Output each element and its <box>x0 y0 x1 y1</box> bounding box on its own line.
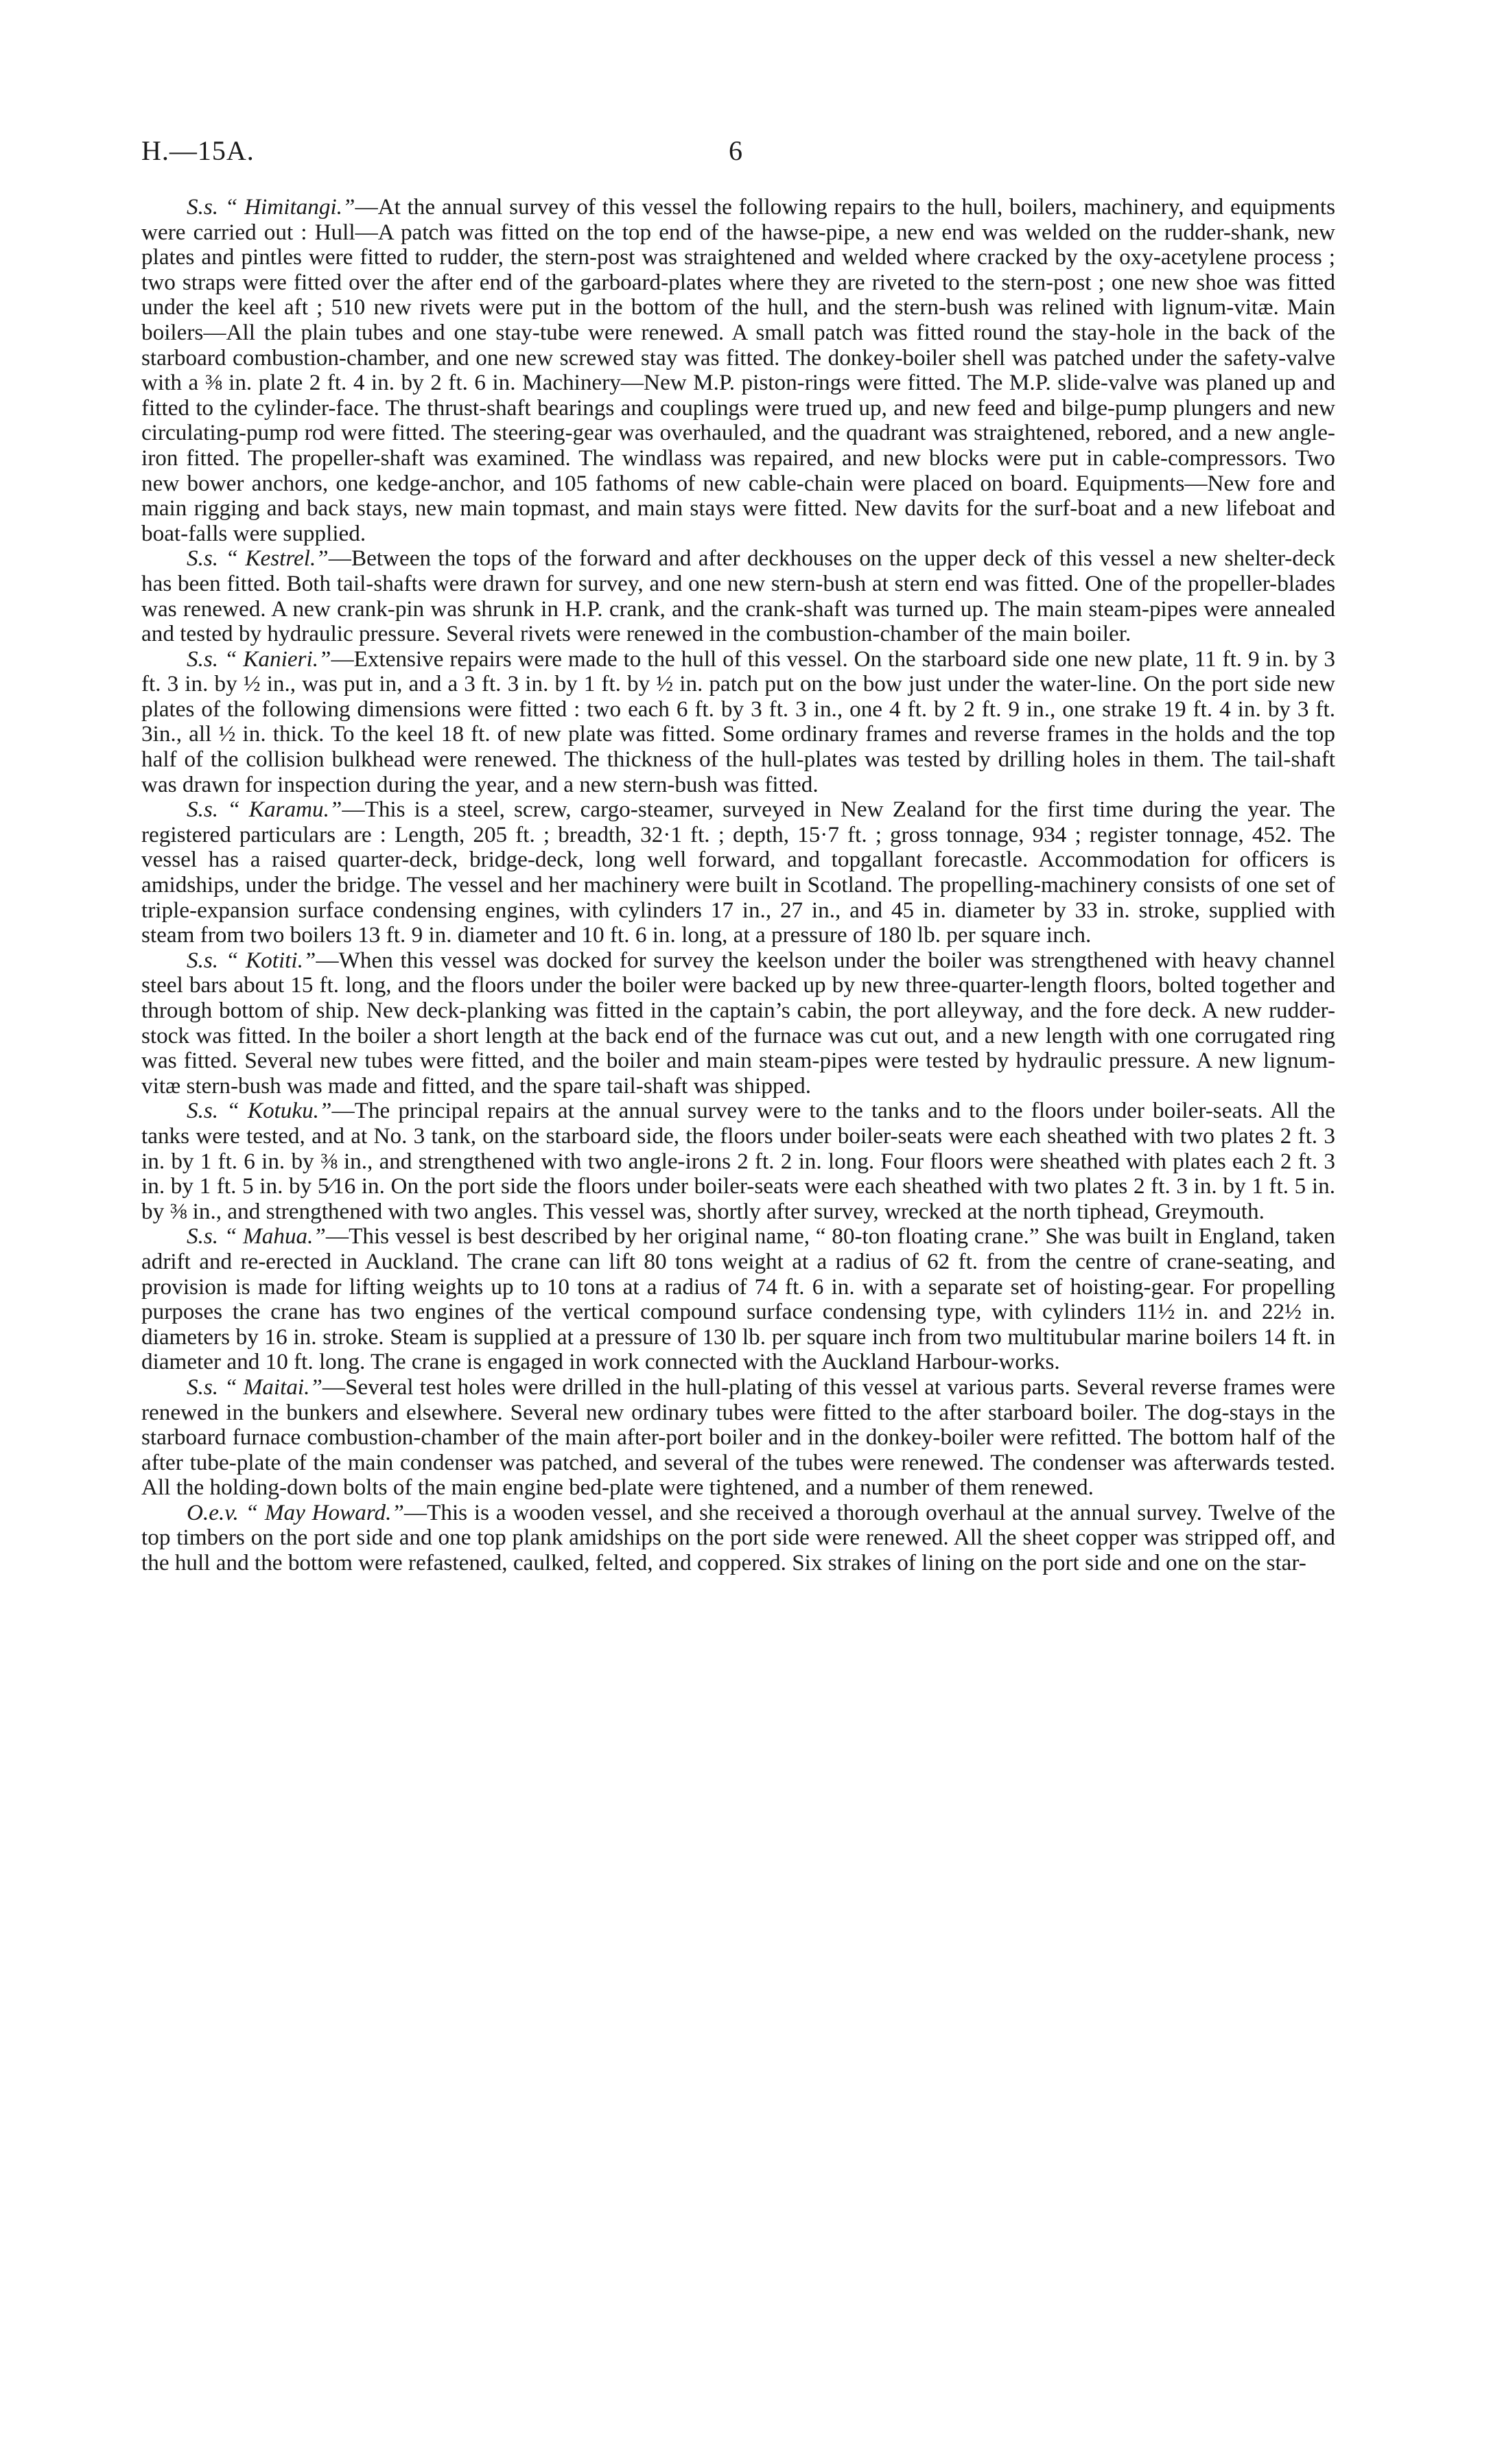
paragraph-kestrel <box>141 546 1335 646</box>
vessel-name: “ Kestrel.” <box>225 545 329 572</box>
paragraph-text: —This is a steel, screw, cargo-steamer, surveyed in New Zealand for the first time during the year. The registered particulars are : Length, 205 ft. ; breadth, 32·1 ft. ; depth, 15·7 ft. ; gross tonnage, 934 ; register tonnage, 452. The vessel has a raised quarter-deck, bridge-deck, long well forward, and topgallant forecastle. Accommodation for officers is amidships, under the bridge. The vessel and her machinery were built in Scotland. The propelling-machinery consists of one set of triple-expansion surface condensing engines, with cylinders 17 in., 27 in., and 45 in. diameter by 33 in. stroke, supplied with steam from two boilers 13 ft. 9 in. diameter and 10 ft. 6 in. long, at a pressure of 180 lb. per square inch. <box>141 797 1336 948</box>
document-body <box>141 195 1335 1576</box>
vessel-type: S.s. <box>187 194 219 220</box>
paragraph-text: —Between the tops of the forward and after deckhouses on the upper deck of this vessel a new shelter-deck has been fitted. Both tail-shafts were drawn for survey, and one new stern-bush at stern end was fitted. One of the propeller-blades was renewed. A new crank-pin was shrunk in H.P. crank, and the crank-shaft was turned up. The main steam-pipes were annealed and tested by hydraulic pressure. Several rivets were renewed in the combustion-chamber of the main boiler. <box>141 545 1335 647</box>
paragraph-text: —The principal repairs at the annual survey were to the tanks and to the floors under boiler-seats. All the tanks were tested, and at No. 3 tank, on the starboard side, the floors under boiler-seats were each sheathed with two plates 2 ft. 3 in. by 1 ft. 6 in. by ⅜ in., and strengthened with two angle-irons 2 ft. 2 in. long. Four floors were sheathed with plates each 2 ft. 3 in. by 1 ft. 5 in. by 5⁄16 in. On the port side the floors under boiler-seats were each sheathed with two plates 2 ft. 3 in. by 1 ft. 5 in. by ⅜ in., and strengthened with two angles. This vessel was, shortly after survey, wrecked at the north tiphead, Greymouth. <box>141 1098 1335 1224</box>
vessel-type: S.s. <box>187 1098 219 1124</box>
paragraph-kotiti <box>141 948 1335 1099</box>
document-reference: H.—15A. <box>141 135 255 166</box>
vessel-name: “ Karamu.” <box>227 797 342 823</box>
vessel-name: “ Mahua.” <box>224 1223 326 1249</box>
page-header <box>141 134 1335 176</box>
vessel-name: “ May Howard.” <box>245 1499 404 1525</box>
vessel-name: “ Himitangi.” <box>224 194 355 220</box>
paragraph-text: —This vessel is best described by her original name, “ 80-ton floating crane.” She was built in England, taken adrift and re-erected in Auckland. The crane can lift 80 tons weight at a radius of 62 ft. from the centre of crane-seating, and provision is made for lifting weights up to 10 tons at a radius of 74 ft. 6 in. with a separate set of hoisting-gear. For propelling purposes the crane has two engines of the vertical compound surface condensing type, with cylinders 11½ in. and 22½ in. diameters by 16 in. stroke. Steam is supplied at a pressure of 130 lb. per square inch from two multitubular marine boilers 14 ft. in diameter and 10 ft. long. The crane is engaged in work connected with the Auckland Harbour-works. <box>141 1223 1336 1375</box>
paragraph-karamu <box>141 797 1335 948</box>
vessel-type: S.s. <box>187 1374 219 1400</box>
paragraph-himitangi <box>141 195 1335 546</box>
paragraph-kanieri <box>141 647 1335 798</box>
vessel-type: S.s. <box>187 545 219 572</box>
vessel-name: “ Maitai.” <box>224 1374 322 1400</box>
vessel-name: “ Kotiti.” <box>225 947 316 973</box>
paragraph-maitai <box>141 1375 1335 1501</box>
paragraph-mahua <box>141 1224 1335 1375</box>
vessel-type: S.s. <box>187 797 219 823</box>
paragraph-kotuku <box>141 1099 1335 1224</box>
vessel-type: S.s. <box>187 947 219 973</box>
vessel-type: O.e.v. <box>187 1499 239 1525</box>
paragraph-text: —At the annual survey of this vessel the following repairs to the hull, boilers, machinery, and equipments were carried out : Hull—A patch was fitted on the top end of the hawse-pipe, a new end was welded on the rudder-shank, new plates and pintles were fitted to rudder, the stern-post was straightened and welded where cracked by the oxy-acetylene process ; two straps were fitted over the after end of the garboard-plates where they are riveted to the stern-post ; one new shoe was fitted under the keel aft ; 510 new rivets were put in the bottom of the hull, and the stern-bush was relined with lignum-vitæ. Main boilers—All the plain tubes and one stay-tube were renewed. A small patch was fitted round the stay-hole in the back of the starboard combustion-chamber, and one new screwed stay was fitted. The donkey-boiler shell was patched under the safety-valve with a ⅜ in. plate 2 ft. 4 in. by 2 ft. 6 in. Machinery—New M.P. piston-rings were fitted. The M.P. slide-valve was planed up and fitted to the cylinder-face. The thrust-shaft bearings and couplings were trued up, and new feed and bilge-pump plungers and new circulating-pump rod were fitted. The steering-gear was overhauled, and the quadrant was straightened, rebored, and a new angle-iron fitted. The propeller-shaft was examined. The windlass was repaired, and new blocks were put in cable-compressors. Two new bower anchors, one kedge-anchor, and 105 fathoms of new cable-chain were placed on board. Equipments—New fore and main rigging and back stays, new main topmast, and main stays were fitted. New davits for the surf-boat and a new lifeboat and boat-falls were supplied. <box>141 194 1336 546</box>
paragraph-text: —Extensive repairs were made to the hull of this vessel. On the starboard side one new plate, 11 ft. 9 in. by 3 ft. 3 in. by ½ in., was put in, and a 3 ft. 3 in. by 1 ft. by ½ in. patch put on the bow just under the water-line. On the port side new plates of the following dimensions were fitted : two each 6 ft. by 3 ft. 3 in., one 4 ft. by 2 ft. 9 in., one strake 19 ft. 4 in. by 3 ft. 3in., all ½ in. thick. To the keel 18 ft. of new plate was fitted. Some ordinary frames and reverse frames in the holds and the top half of the collision bulkhead were renewed. The thickness of the hull-plates was tested by drilling holes in them. The tail-shaft was drawn for inspection during the year, and a new stern-bush was fitted. <box>141 646 1335 797</box>
paragraph-text: —When this vessel was docked for survey the keelson under the boiler was strengthened with heavy channel steel bars about 15 ft. long, and the floors under the boiler were backed up by new three-quarter-length floors, bolted together and through bottom of ship. New deck-planking was fitted in the captain’s cabin, the port alleyway, and the fore deck. A new rudder-stock was fitted. In the boiler a short length at the back end of the furnace was cut out, and a new length with one corrugated ring was fitted. Several new tubes were fitted, and the boiler and main steam-pipes were tested by hydraulic pressure. A new lignum-vitæ stern-bush was made and fitted, and the spare tail-shaft was shipped. <box>141 947 1335 1099</box>
vessel-type: S.s. <box>187 1223 219 1249</box>
vessel-name: “ Kanieri.” <box>224 646 331 672</box>
vessel-name: “ Kotuku.” <box>226 1098 332 1124</box>
vessel-type: S.s. <box>187 646 219 672</box>
paragraph-text: —This is a wooden vessel, and she received a thorough overhaul at the annual survey. Twelve of the top timbers on the port side and one top plank amidships on the port side were renewed. All the sheet copper was stripped off, and the hull and the bottom were refastened, caulked, felted, and coppered. Six strakes of lining on the port side and one on the star- <box>141 1499 1335 1576</box>
paragraph-text: —Several test holes were drilled in the hull-plating of this vessel at various parts. Several reverse frames were renewed in the bunkers and elsewhere. Several new ordinary tubes were fitted to the after starboard boiler. The dog-stays in the starboard furnace combustion-chamber of the main after-port boiler and in the donkey-boiler were refitted. The bottom half of the after tube-plate of the main condenser was patched, and several of the tubes were renewed. The condenser was afterwards tested. All the holding-down bolts of the main engine bed-plate were tightened, and a number of them renewed. <box>141 1374 1335 1501</box>
paragraph-may-howard <box>141 1501 1335 1576</box>
page-number: 6 <box>729 135 742 166</box>
